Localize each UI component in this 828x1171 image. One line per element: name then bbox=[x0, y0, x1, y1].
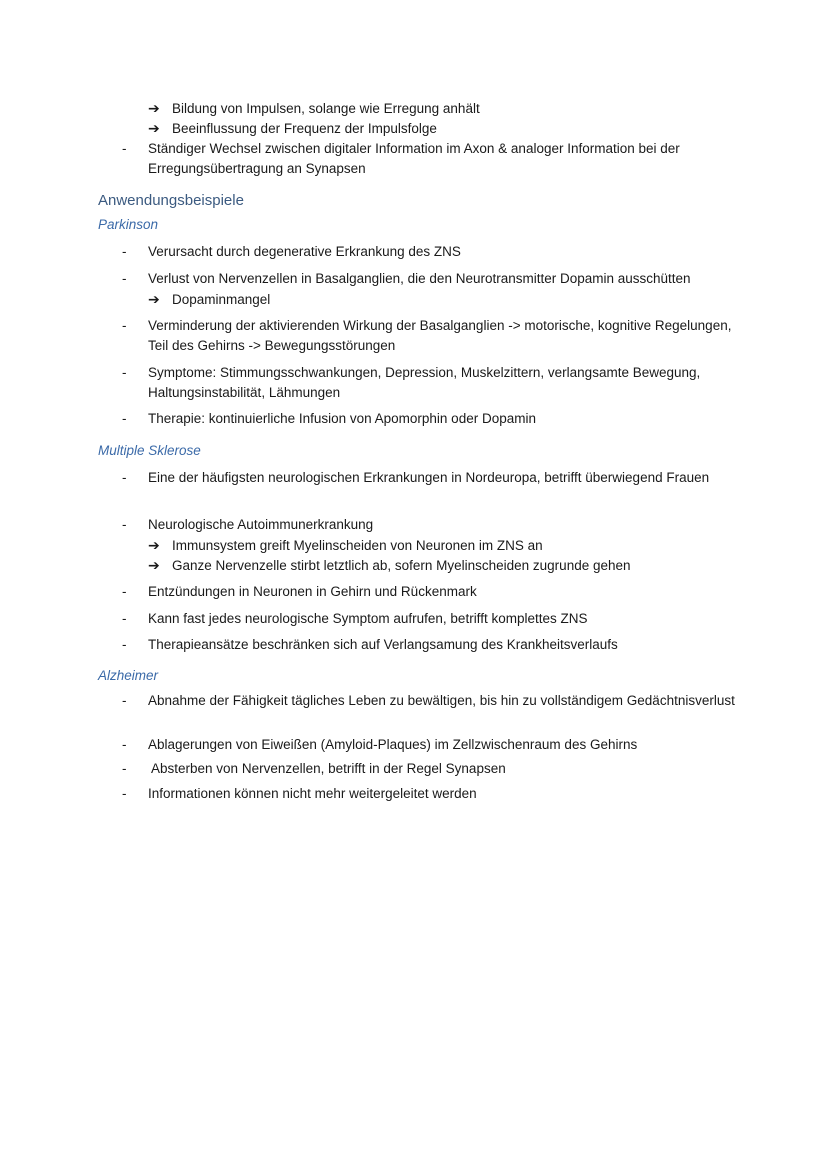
dash-bullet: - bbox=[122, 244, 127, 259]
list-item-text: Therapie: kontinuierliche Infusion von Apomorphin oder Dopamin bbox=[148, 411, 536, 426]
dash-bullet: - bbox=[122, 411, 127, 426]
sub-arrow-line bbox=[148, 555, 631, 576]
arrow-icon: ➔ bbox=[148, 100, 160, 116]
intro-arrow-line bbox=[148, 98, 480, 119]
list-item-text: Symptome: Stimmungsschwankungen, Depression, Muskelzittern, verlangsamte Bewegung, Haltungsinstabilität, Lähmungen bbox=[148, 365, 701, 400]
dash-bullet: - bbox=[122, 611, 127, 626]
dash-bullet: - bbox=[122, 365, 127, 380]
arrow-icon: ➔ bbox=[148, 120, 160, 136]
arrow-text: Beeinflussung der Frequenz der Impulsfolge bbox=[172, 121, 437, 136]
arrow-text: Bildung von Impulsen, solange wie Erregung anhält bbox=[172, 101, 480, 116]
dash-bullet: - bbox=[122, 517, 127, 532]
subheading-parkinson: Parkinson bbox=[98, 217, 159, 232]
list-item-text: Ablagerungen von Eiweißen (Amyloid-Plaques) im Zellzwischenraum des Gehirns bbox=[148, 737, 638, 752]
arrow-icon: ➔ bbox=[148, 291, 160, 307]
list-item-text: Verlust von Nervenzellen in Basalganglien, die den Neurotransmitter Dopamin ausschütten bbox=[148, 271, 691, 286]
dash-bullet: - bbox=[122, 786, 127, 801]
arrow-icon: ➔ bbox=[148, 537, 160, 553]
intro-arrow-line bbox=[148, 118, 437, 139]
section-heading: Anwendungsbeispiele bbox=[98, 192, 244, 209]
list-item-text: Verursacht durch degenerative Erkrankung des ZNS bbox=[148, 244, 461, 259]
subheading-alzheimer: Alzheimer bbox=[98, 668, 159, 683]
list-item-text: Neurologische Autoimmunerkrankung bbox=[148, 517, 374, 532]
dash-bullet: - bbox=[122, 271, 127, 286]
dash-bullet: - bbox=[122, 693, 127, 708]
dash-bullet: - bbox=[122, 637, 127, 652]
dash-bullet: - bbox=[122, 318, 127, 333]
dash-bullet: - bbox=[122, 470, 127, 485]
arrow-text: Dopaminmangel bbox=[172, 292, 271, 307]
list-item-text: Verminderung der aktivierenden Wirkung der Basalganglien -> motorische, kognitive Regelungen, Teil des Gehirns -> Bewegungsstörungen bbox=[148, 318, 732, 353]
list-item-text: Informationen können nicht mehr weitergeleitet werden bbox=[148, 786, 477, 801]
sub-arrow-line bbox=[148, 289, 270, 310]
arrow-icon: ➔ bbox=[148, 557, 160, 573]
dash-bullet: - bbox=[122, 761, 127, 776]
arrow-text: Immunsystem greift Myelinscheiden von Neuronen im ZNS an bbox=[172, 538, 543, 553]
list-item-text: Eine der häufigsten neurologischen Erkrankungen in Nordeuropa, betrifft überwiegend Frauen bbox=[148, 470, 710, 485]
arrow-text: Ganze Nervenzelle stirbt letztlich ab, sofern Myelinscheiden zugrunde gehen bbox=[172, 558, 631, 573]
dash-bullet: - bbox=[122, 584, 127, 599]
list-item-text: Abnahme der Fähigkeit tägliches Leben zu bewältigen, bis hin zu vollständigem Gedächtnisverlust bbox=[148, 693, 735, 708]
dash-bullet: - bbox=[122, 141, 127, 156]
sub-arrow-line bbox=[148, 535, 543, 556]
dash-bullet: - bbox=[122, 737, 127, 752]
list-item-text: Absterben von Nervenzellen, betrifft in der Regel Synapsen bbox=[148, 761, 506, 776]
list-item-text: Ständiger Wechsel zwischen digitaler Information im Axon & analoger Information bei der Erregungsübertragung an Synapsen bbox=[148, 141, 680, 176]
subheading-multiple-sklerose: Multiple Sklerose bbox=[98, 443, 201, 458]
list-item-text: Therapieansätze beschränken sich auf Verlangsamung des Krankheitsverlaufs bbox=[148, 637, 618, 652]
list-item-text: Entzündungen in Neuronen in Gehirn und Rückenmark bbox=[148, 584, 477, 599]
list-item-text: Kann fast jedes neurologische Symptom aufrufen, betrifft komplettes ZNS bbox=[148, 611, 588, 626]
